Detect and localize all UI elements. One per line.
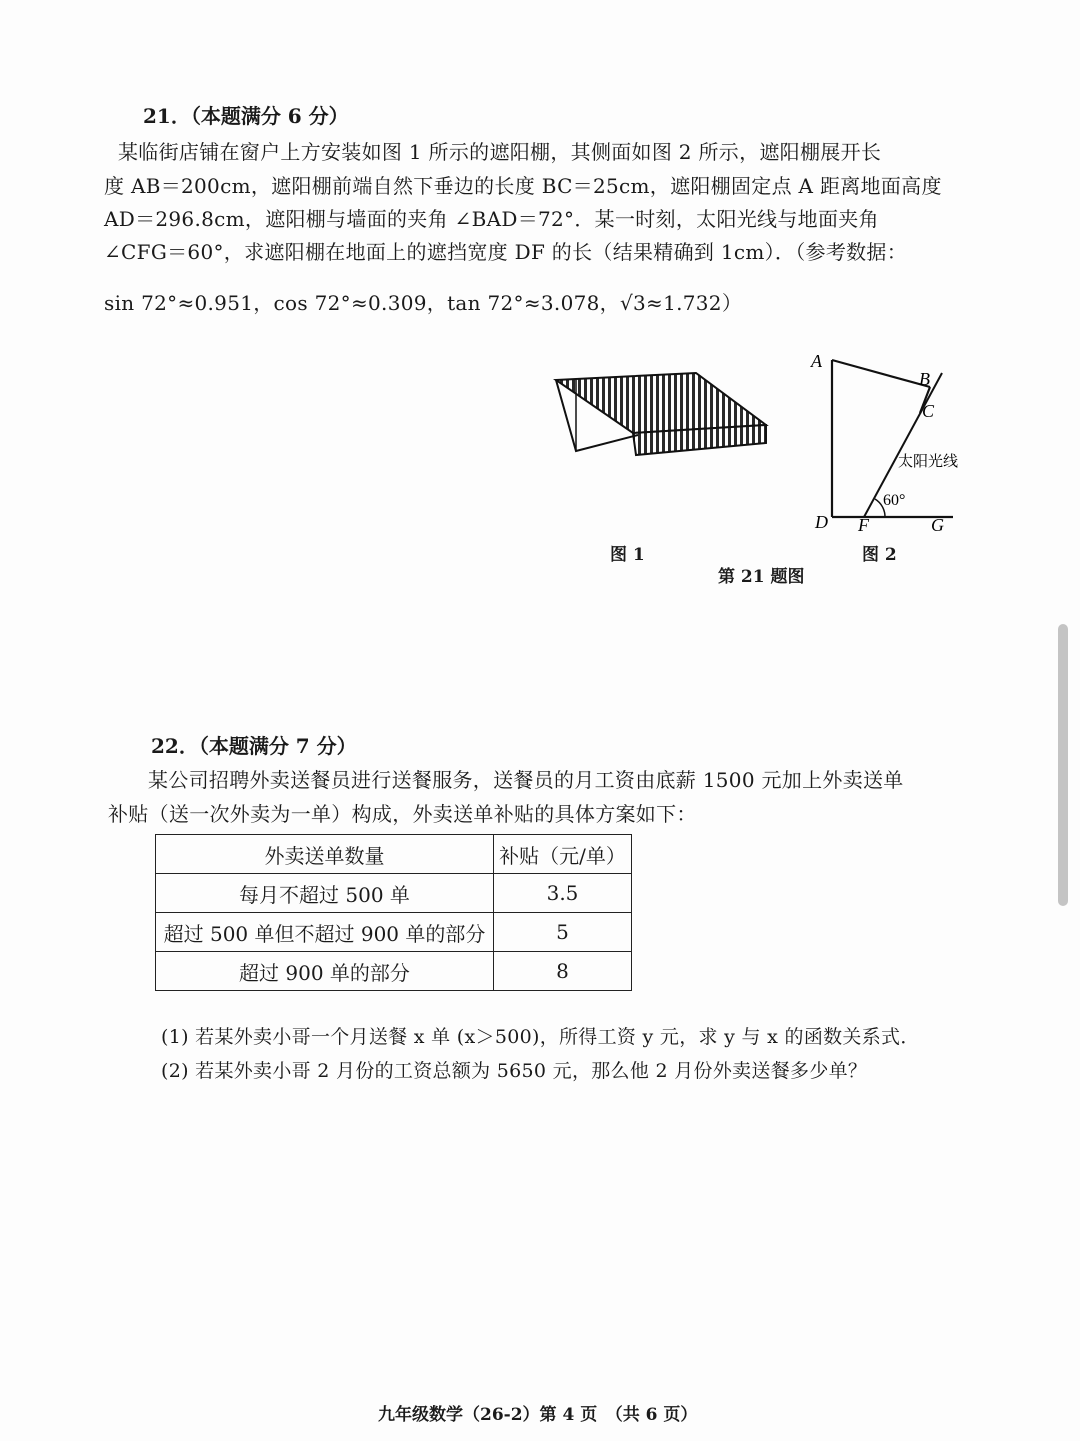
table-cell: 每月不超过 500 单 [156, 874, 494, 913]
label-f: F [858, 515, 869, 535]
label-d: D [815, 512, 828, 532]
q21-line-3: AD＝296.8cm，遮阳棚与墙面的夹角 ∠BAD＝72°．某一时刻，太阳光线与地面夹角 [104, 207, 879, 231]
table-header-row [156, 835, 632, 874]
label-angle: 60° [883, 492, 906, 509]
label-sunlight: 太阳光线 [898, 452, 959, 470]
q21-line-1: 某临街店铺在窗户上方安装如图 1 所示的遮阳棚，其侧面如图 2 所示，遮阳棚展开长 [118, 140, 882, 164]
q22-line-2: 补贴（送一次外卖为一单）构成，外卖送单补贴的具体方案如下： [108, 802, 697, 826]
page-footer: 九年级数学（26-2）第 4 页 （共 6 页） [378, 1405, 698, 1425]
awning-line-ab [832, 360, 930, 387]
q21-reference-data: sin 72°≈0.951，cos 72°≈0.309，tan 72°≈3.078，√3≈1.732） [104, 291, 743, 315]
q21-line-2: 度 AB＝200cm，遮阳棚前端自然下垂边的长度 BC＝25cm，遮阳棚固定点 A 距离地面高度 [104, 174, 942, 198]
table-header-subsidy: 补贴（元/单） [494, 835, 632, 874]
label-g: G [931, 515, 944, 535]
table-cell: 超过 900 单的部分 [156, 952, 494, 991]
label-a: A [811, 351, 822, 371]
table-row [156, 913, 632, 952]
q22-line-1: 某公司招聘外卖送餐员进行送餐服务，送餐员的月工资由底薪 1500 元加上外卖送单 [148, 768, 904, 792]
table-cell: 超过 500 单但不超过 900 单的部分 [156, 913, 494, 952]
figure-1-caption: 图 1 [610, 545, 645, 565]
q21-title: 21．（本题满分 6 分） [143, 104, 349, 128]
table-header-quantity: 外卖送单数量 [156, 835, 494, 874]
table-cell: 5 [494, 913, 632, 952]
table-row [156, 874, 632, 913]
label-c: C [922, 401, 935, 421]
q22-sub-question-2: (2) 若某外卖小哥 2 月份的工资总额为 5650 元，那么他 2 月份外卖送餐多少单？ [161, 1060, 868, 1082]
table-row [156, 952, 632, 991]
figure-group-caption: 第 21 题图 [718, 567, 805, 587]
label-b: B [919, 369, 930, 389]
q21-line-4: ∠CFG＝60°，求遮阳棚在地面上的遮挡宽度 DF 的长（结果精确到 1cm）．（参考数据： [104, 240, 908, 264]
table-cell: 8 [494, 952, 632, 991]
subsidy-table [155, 834, 632, 991]
vertical-scrollbar[interactable] [1058, 624, 1068, 906]
awning-figure-1 [548, 365, 773, 465]
figure-2-caption: 图 2 [862, 545, 897, 565]
q22-title: 22．（本题满分 7 分） [151, 734, 357, 758]
geometry-figure-2 [805, 345, 985, 535]
q22-sub-question-1: (1) 若某外卖小哥一个月送餐 x 单 (x＞500)，所得工资 y 元，求 y 与 x 的函数关系式． [161, 1026, 920, 1048]
table-cell: 3.5 [494, 874, 632, 913]
